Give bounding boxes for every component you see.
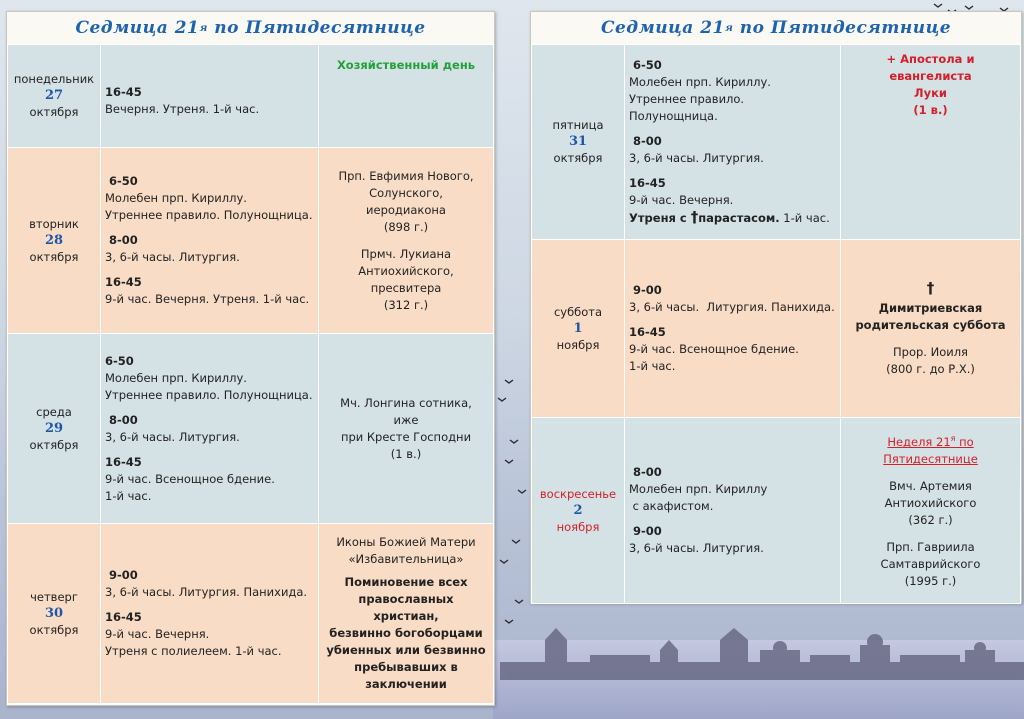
title-sup: я bbox=[199, 22, 208, 34]
sunday-tail: по bbox=[955, 435, 974, 450]
service-time: 6-50 bbox=[109, 174, 138, 188]
feast-line: Прп. Гавриила bbox=[886, 540, 975, 555]
feast-line: + Апостола и евангелиста bbox=[886, 52, 975, 83]
service-line: 9-й час. Всенощное бдение. bbox=[629, 342, 799, 356]
feast-line: Прмч. Лукиана bbox=[360, 246, 452, 261]
day-cell bbox=[8, 334, 101, 524]
feast-line: иеродиакона bbox=[366, 202, 446, 217]
feast-line: Солунского, bbox=[369, 185, 443, 200]
service-line: Молебен прп. Кириллу. bbox=[105, 370, 247, 385]
service-line: с акафистом. bbox=[632, 499, 714, 513]
month: октября bbox=[29, 437, 79, 452]
feast-line: (1 в.) bbox=[390, 446, 422, 461]
table-row bbox=[8, 45, 494, 148]
feast-line: Прор. Иоиля bbox=[893, 344, 968, 359]
feast-line: Димитриевская bbox=[878, 300, 983, 315]
month: октября bbox=[553, 151, 603, 165]
feast-line: (1995 г.) bbox=[904, 574, 957, 589]
feast-line: иже bbox=[393, 412, 419, 427]
service-time: 9-00 bbox=[633, 283, 662, 297]
feast-line: Прп. Евфимия Нового, bbox=[338, 168, 474, 183]
service-time: 16-45 bbox=[105, 454, 142, 469]
service-line: 3, 6-й часы. Литургия. Панихида. bbox=[105, 585, 308, 599]
feast-title: Хозяйственный день bbox=[336, 58, 476, 72]
month: октября bbox=[29, 249, 79, 264]
feast-cell bbox=[319, 334, 494, 524]
schedule-cell bbox=[625, 240, 841, 418]
service-line: 1-й час. bbox=[779, 211, 830, 225]
service-line: парастасом. bbox=[698, 211, 780, 225]
table-row bbox=[8, 334, 494, 524]
feast-line: «Избавительница» bbox=[348, 552, 464, 566]
weekday: пятница bbox=[552, 118, 604, 132]
feast-cell bbox=[841, 418, 1021, 604]
day-number: 1 bbox=[573, 320, 583, 336]
feast-line: (898 г.) bbox=[383, 219, 429, 234]
day-cell bbox=[532, 45, 625, 240]
day-number: 30 bbox=[44, 605, 64, 621]
service-line: Молебен прп. Кириллу. bbox=[629, 75, 771, 89]
service-time: 9-00 bbox=[633, 524, 662, 538]
month: октября bbox=[29, 105, 79, 119]
schedule-cell bbox=[625, 418, 841, 604]
month: ноября bbox=[556, 337, 600, 352]
feast-cell bbox=[841, 45, 1021, 240]
feast-cell bbox=[319, 148, 494, 334]
day-cell bbox=[8, 524, 101, 704]
day-cell bbox=[8, 45, 101, 148]
schedule-cell bbox=[101, 524, 319, 704]
feast-line: пресвитера bbox=[370, 280, 442, 295]
service-line: 9-й час. Вечерня. bbox=[629, 193, 734, 207]
day-number: 28 bbox=[44, 232, 64, 248]
service-line: Утреннее правило. Полунощница. bbox=[105, 387, 313, 402]
left-panel-title bbox=[7, 12, 494, 44]
month: октября bbox=[29, 622, 79, 637]
day-number: 31 bbox=[568, 134, 588, 149]
service-time: 16-45 bbox=[105, 85, 142, 99]
feast-line: Антиохийского bbox=[884, 496, 977, 511]
title-main: Седмица 21 bbox=[600, 18, 725, 38]
feast-line: пребывавших в bbox=[354, 660, 458, 674]
weekday: вторник bbox=[29, 216, 79, 231]
sunday-sup: я bbox=[950, 434, 956, 444]
month: ноября bbox=[556, 519, 600, 534]
table-row bbox=[8, 148, 494, 334]
service-time: 16-45 bbox=[629, 325, 666, 339]
day-cell bbox=[532, 240, 625, 418]
day-cell bbox=[532, 418, 625, 604]
feast-line: (312 г.) bbox=[383, 297, 429, 312]
service-line: Утреннее правило. Полунощница. bbox=[105, 208, 313, 222]
table-row bbox=[532, 240, 1021, 418]
service-time: 9-00 bbox=[109, 568, 138, 582]
day-number: 2 bbox=[573, 502, 583, 518]
table-row bbox=[8, 524, 494, 704]
weekday: понедельник bbox=[13, 72, 95, 86]
feast-line: Вмч. Артемия bbox=[889, 479, 972, 494]
table-row bbox=[532, 418, 1021, 604]
schedule-cell bbox=[101, 148, 319, 334]
title-tail: по Пятидесятнице bbox=[207, 18, 426, 38]
feast-line: безвинно богоборцами bbox=[329, 626, 483, 640]
service-line: Утреня с bbox=[629, 211, 691, 225]
service-line: Вечерня. Утреня. 1-й час. bbox=[105, 102, 260, 116]
service-time: 6-50 bbox=[105, 353, 134, 368]
feast-line: заключении bbox=[365, 677, 447, 691]
service-line: 3, 6-й часы. Литургия. Панихида. bbox=[629, 300, 835, 314]
sunday-main: Неделя 21 bbox=[887, 435, 951, 450]
service-line: Утреня с полиелеем. 1-й час. bbox=[105, 644, 282, 658]
right-panel-title bbox=[531, 12, 1021, 44]
day-cell bbox=[8, 148, 101, 334]
left-schedule-panel bbox=[6, 11, 495, 706]
service-time: 8-00 bbox=[109, 233, 138, 247]
feast-line: Антиохийского, bbox=[358, 263, 454, 278]
sunday-line2: Пятидесятнице bbox=[883, 452, 978, 467]
service-line: 1-й час. bbox=[629, 359, 676, 373]
feast-line: Мч. Лонгина сотника, bbox=[340, 395, 472, 410]
weekday: суббота bbox=[553, 304, 603, 319]
service-line: Утреннее правило. Полунощница. bbox=[629, 92, 745, 123]
weekday: четверг bbox=[30, 589, 78, 604]
feast-line: Поминовение всех bbox=[344, 575, 468, 589]
service-time: 16-45 bbox=[105, 610, 142, 624]
day-number: 29 bbox=[44, 420, 64, 436]
feast-line: родительская суббота bbox=[855, 317, 1006, 332]
feast-cell bbox=[841, 240, 1021, 418]
cross-icon: † bbox=[690, 208, 699, 226]
sunday-title bbox=[887, 435, 973, 449]
feast-line: (362 г.) bbox=[908, 513, 953, 528]
day-number: 27 bbox=[44, 88, 64, 103]
feast-line: (1 в.) bbox=[913, 103, 948, 117]
weekday: среда bbox=[36, 404, 72, 419]
service-time: 8-00 bbox=[633, 465, 662, 479]
service-line: 3, 6-й часы. Литургия. bbox=[105, 250, 240, 264]
service-time: 8-00 bbox=[109, 412, 138, 427]
title-tail: по Пятидесятнице bbox=[733, 18, 952, 38]
schedule-cell bbox=[101, 334, 319, 524]
service-line: 3, 6-й часы. Литургия. bbox=[105, 429, 240, 444]
service-time: 8-00 bbox=[633, 134, 662, 148]
feast-line: убиенных или безвинно bbox=[326, 643, 486, 657]
cross-icon: † bbox=[926, 278, 935, 297]
service-time: 6-50 bbox=[633, 58, 662, 72]
service-line: 9-й час. Всенощное бдение. bbox=[105, 471, 275, 486]
service-line: Молебен прп. Кириллу bbox=[629, 482, 768, 496]
schedule-cell bbox=[101, 45, 319, 148]
service-time: 16-45 bbox=[629, 176, 666, 190]
service-line: Молебен прп. Кириллу. bbox=[105, 191, 247, 205]
feast-cell bbox=[319, 524, 494, 704]
service-line: 3, 6-й часы. Литургия. bbox=[629, 541, 764, 555]
title-sup: я bbox=[724, 22, 734, 34]
service-time: 16-45 bbox=[105, 275, 142, 289]
feast-line: православных христиан, bbox=[358, 592, 454, 623]
weekday: воскресенье bbox=[539, 486, 617, 501]
feast-line: Луки bbox=[914, 86, 947, 100]
feast-line: при Кресте Господни bbox=[340, 429, 472, 444]
table-row bbox=[532, 45, 1021, 240]
right-schedule-table bbox=[531, 44, 1021, 604]
left-schedule-table bbox=[7, 44, 494, 704]
right-schedule-panel bbox=[530, 11, 1022, 603]
service-line: 9-й час. Вечерня. bbox=[105, 627, 210, 641]
title-main: Седмица 21 bbox=[75, 18, 200, 38]
service-line: 1-й час. bbox=[105, 488, 152, 503]
feast-line: Иконы Божией Матери bbox=[336, 535, 476, 549]
service-line: 3, 6-й часы. Литургия. bbox=[629, 151, 764, 165]
service-line: 9-й час. Вечерня. Утреня. 1-й час. bbox=[105, 292, 310, 306]
feast-line: (800 г. до Р.Х.) bbox=[886, 361, 975, 376]
feast-line: Самтаврийского bbox=[880, 557, 981, 572]
feast-cell bbox=[319, 45, 494, 148]
schedule-cell bbox=[625, 45, 841, 240]
